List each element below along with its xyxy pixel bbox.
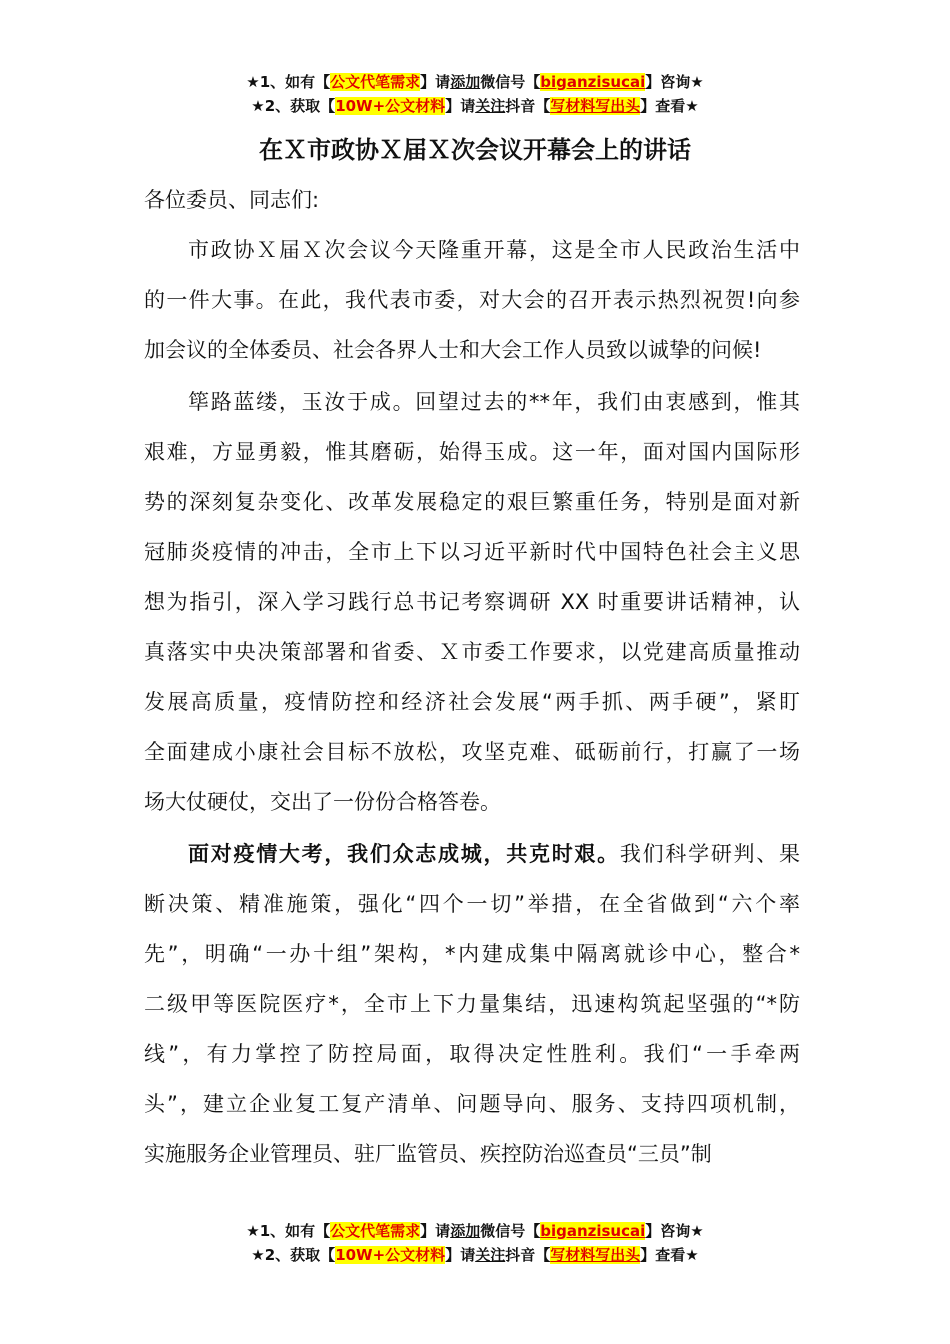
banner-line-1: ★1、如有【公文代笔需求】请添加微信号【biganzisucai】咨询★ [246,1222,704,1240]
douyin-account: 写材料写出头 [550,97,641,115]
text-line: 筚路蓝缕，玉汝于成。回望过去的**年，我们由衷感到，惟其 [188,390,800,414]
document-body [144,182,800,1188]
text-line: 的一件大事。在此，我代表市委，对大会的召开表示热烈祝贺!向参 [144,288,800,312]
text-line: 先”，明确“一办十组”架构，*内建成集中隔离就诊中心，整合* [144,942,800,966]
text-line: 势的深刻复杂变化、改革发展稳定的艰巨繁重任务，特别是面对新 [144,490,800,514]
text-line: 断决策、精准施策，强化“四个一切”举措，在全省做到“六个率 [144,892,800,916]
text-line: 市政协Ｘ届Ｘ次会议今天隆重开幕，这是全市人民政治生活中 [188,238,800,262]
text-line: 头”，建立企业复工复产清单、问题导向、服务、支持四项机制， [144,1092,800,1116]
banner-line-1: ★1、如有【公文代笔需求】请添加微信号【biganzisucai】咨询★ [246,73,704,91]
text-line: 加会议的全体委员、社会各界人士和大会工作人员致以诚挚的问候! [144,338,762,362]
text-line: 想为指引，深入学习践行总书记考察调研 XX 时重要讲话精神，认 [144,590,800,614]
greeting: 各位委员、同志们: [144,188,320,212]
paragraph [144,232,800,382]
banner-line-2: ★2、获取【10W+公文材料】请关注抖音【写材料写出头】查看★ [251,1246,699,1264]
text-line: 真落实中央决策部署和省委、Ｘ市委工作要求，以党建高质量推动 [144,640,800,664]
header-banner [0,70,950,118]
footer-banner [0,1219,950,1267]
highlight-service: 公文代笔需求 [330,73,421,91]
paragraph-lead: 面对疫情大考，我们众志成城，共克时艰。 [188,842,620,866]
text-line: 二级甲等医院医疗*，全市上下力量集结，迅速构筑起坚强的“*防 [144,992,800,1016]
highlight-materials: 10W+公文材料 [335,97,446,115]
paragraph [144,836,800,1186]
text-line: 线”，有力掌控了防控局面，取得决定性胜利。我们“一手牵两 [144,1042,800,1066]
paragraph [144,384,800,834]
text-line: 艰难，方显勇毅，惟其磨砺，始得玉成。这一年，面对国内国际形 [144,440,800,464]
text-line: 全面建成小康社会目标不放松，攻坚克难、砥砺前行，打赢了一场 [144,740,800,764]
banner-line-2: ★2、获取【10W+公文材料】请关注抖音【写材料写出头】查看★ [251,97,699,115]
text-line: 场大仗硬仗，交出了一份份合格答卷。 [144,790,501,814]
text-line: 面对疫情大考，我们众志成城，共克时艰。我们科学研判、果 [188,842,801,866]
document-title: 在Ｘ市政协Ｘ届Ｘ次会议开幕会上的讲话 [259,136,691,164]
wechat-id: biganzisucai [540,73,646,91]
text-line: 发展高质量，疫情防控和经济社会发展“两手抓、两手硬”，紧盯 [144,690,800,714]
text-line: 实施服务企业管理员、驻厂监管员、疾控防治巡查员“三员”制 [144,1142,712,1166]
text-line: 冠肺炎疫情的冲击，全市上下以习近平新时代中国特色社会主义思 [144,540,800,564]
